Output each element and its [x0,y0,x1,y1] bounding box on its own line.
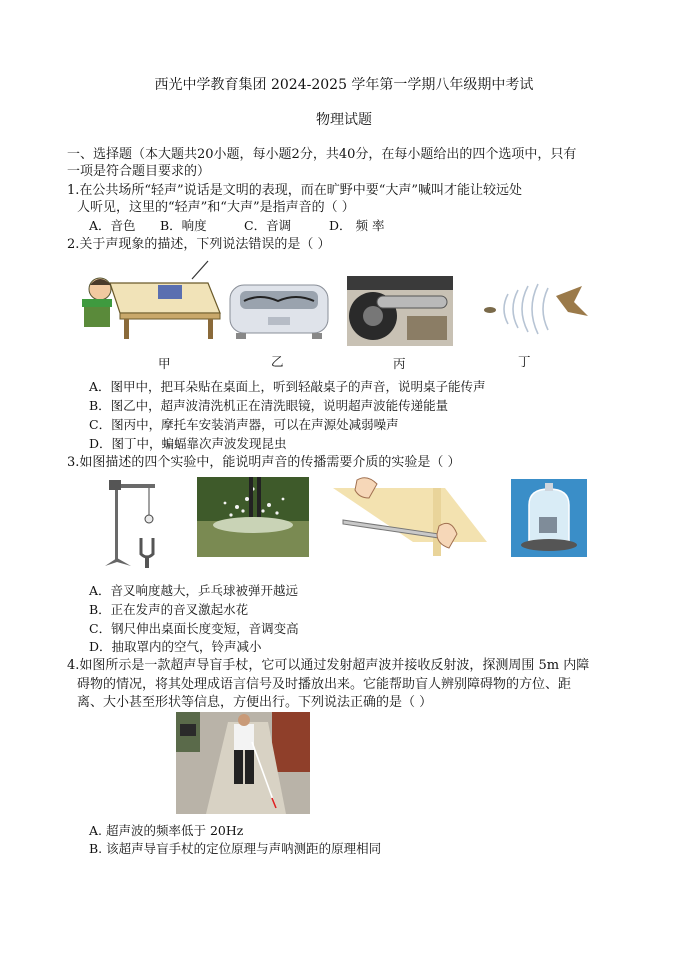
q4-stem-line2: 碍物的情况，将其处理成语言信号及时播放出来。它能帮助盲人辨别障碍物的方位、距 [77,677,572,692]
q3-figure-water-splash [197,477,309,557]
q4-figure-cane-walker [176,712,310,814]
q1-option-b: B．响度 [160,218,207,233]
q4-stem-line3: 离、大小甚至形状等信息，方便出行。下列说法正确的是（ ） [77,695,433,710]
q2-option-c: C．图丙中，摩托车安装消声器，可以在声源处减弱噪声 [89,417,399,432]
q2-caption-jia: 甲 [158,356,171,371]
q2-figure-yi [226,281,332,341]
q3-stem: 3.如图描述的四个实验中，能说明声音的传播需要介质的实验是（ ） [67,455,461,470]
q4-option-a: A. 超声波的频率低于 20Hz [89,823,244,838]
q3-option-c: C．钢尺伸出桌面长度变短，音调变高 [89,621,299,636]
q1-stem-line1: 1.在公共场所“轻声”说话是文明的表现，而在旷野中要“大声”喊叫才能让较远处 [67,183,522,198]
q3-option-a: A．音叉响度越大，乒乓球被弹开越远 [89,583,299,598]
q2-figure-ding [478,276,590,342]
q2-figure-bing [347,276,453,346]
q3-figure-tuning-fork-ball [101,478,163,574]
q2-figure-jia [80,255,222,343]
exam-title: 西光中学教育集团 2024-2025 学年第一学期八年级期中考试 [154,77,534,93]
q1-option-a: A．音色 [89,218,136,233]
section-heading-line2: 一项是符合题目要求的） [67,164,211,179]
q2-stem: 2.关于声现象的描述，下列说法错误的是（ ） [67,237,331,252]
q1-option-d: D． 频 率 [329,218,385,233]
q2-caption-ding: 丁 [518,354,531,369]
q3-option-d: D．抽取罩内的空气，铃声减小 [89,639,262,654]
q2-caption-bing: 丙 [393,356,406,371]
q3-figure-bell-jar [511,479,587,557]
q2-caption-yi: 乙 [271,354,284,369]
q4-stem-line1: 4.如图所示是一款超声导盲手杖，它可以通过发射超声波并接收反射波，探测周围 5m 内障 [67,658,590,673]
q2-option-a: A．图甲中，把耳朵贴在桌面上，听到轻敲桌子的声音，说明桌子能传声 [89,379,486,394]
q1-option-c: C．音调 [244,218,292,233]
q3-figure-ruler-table [333,472,487,556]
q1-stem-line2: 人听见，这里的“轻声”和“大声”是指声音的（ ） [77,200,355,215]
exam-subtitle: 物理试题 [316,112,372,128]
q4-option-b: B. 该超声导盲手杖的定位原理与声呐测距的原理相同 [89,841,382,856]
q2-option-b: B．图乙中，超声波清洗机正在清洗眼镜，说明超声波能传递能量 [89,398,449,413]
q2-option-d: D．图丁中，蝙蝠靠次声波发现昆虫 [89,436,287,451]
q3-option-b: B．正在发声的音叉激起水花 [89,602,249,617]
section-heading-line1: 一、选择题（本大题共20小题，每小题2分，共40分，在每小题给出的四个选项中，只有 [67,147,577,162]
